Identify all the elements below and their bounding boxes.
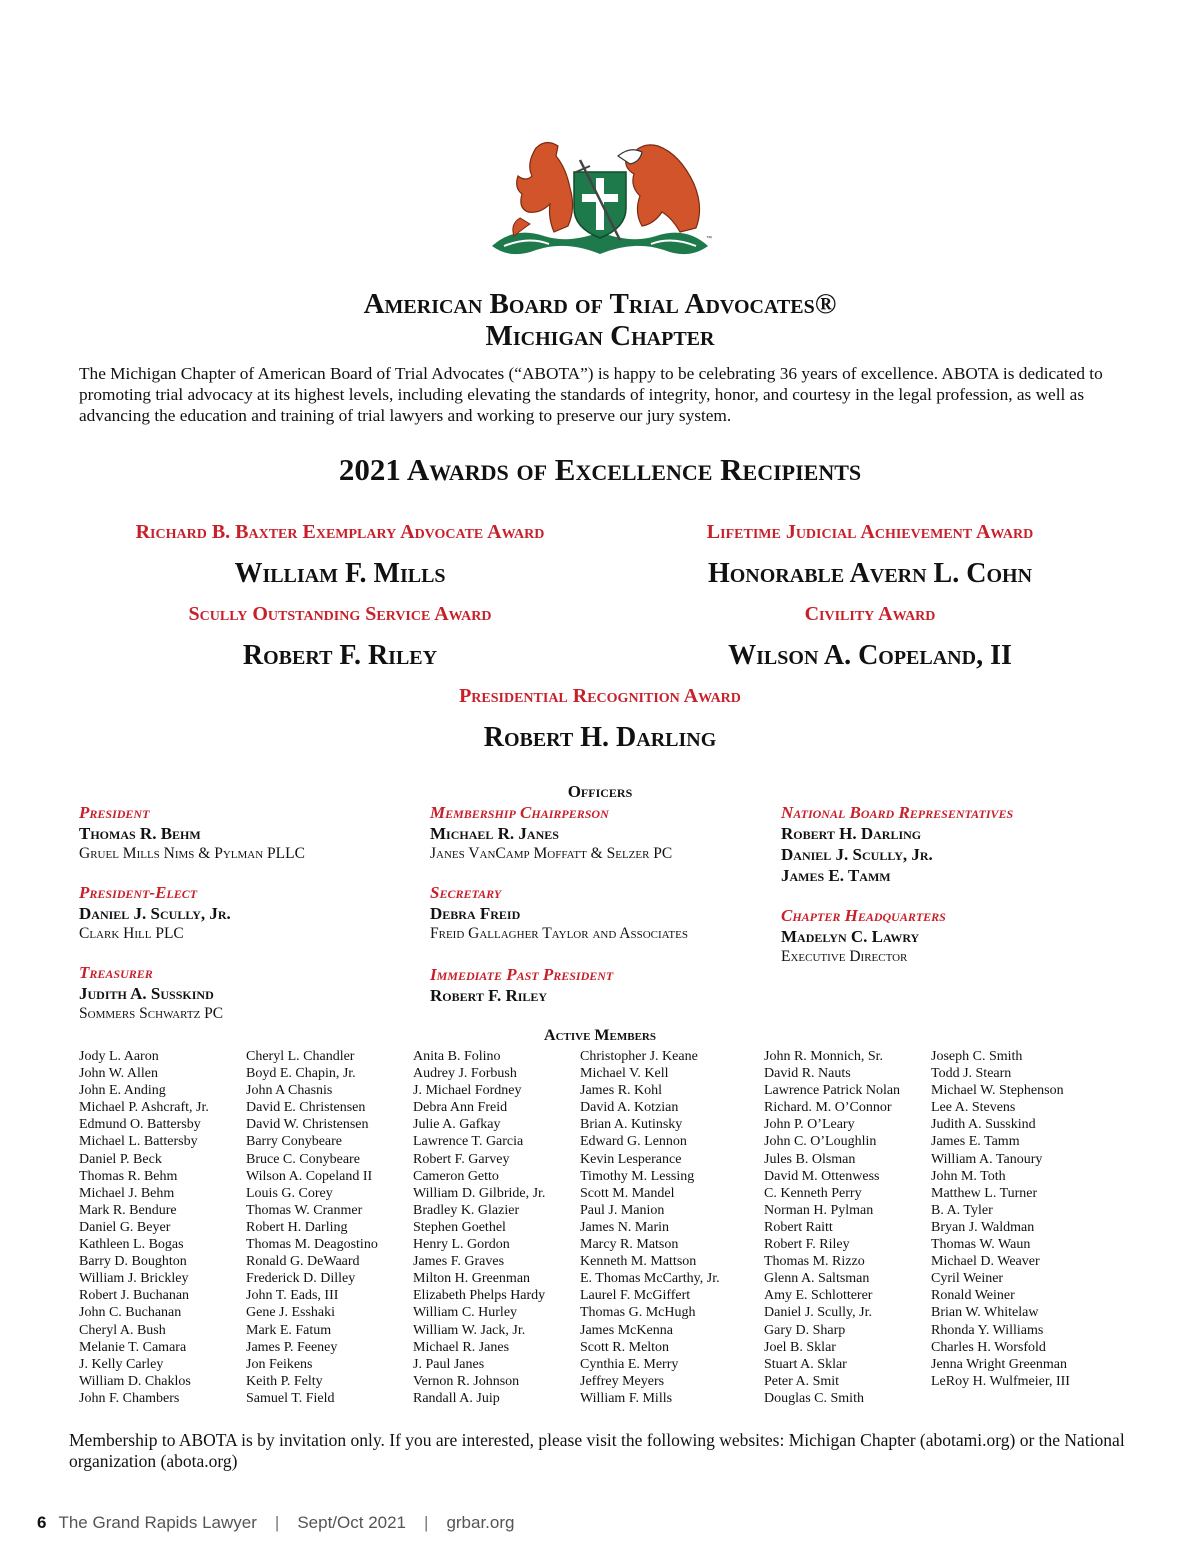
member-name: J. Michael Fordney — [413, 1083, 522, 1099]
member-name: Cynthia E. Merry — [580, 1356, 679, 1372]
footer-separator: | — [274, 1513, 280, 1532]
member-name: Brian W. Whitelaw — [931, 1305, 1039, 1321]
page-number: 6 — [37, 1513, 47, 1532]
headquarters-name: Madelyn C. Lawry — [781, 927, 920, 946]
member-name: Robert Raitt — [764, 1219, 833, 1235]
treasurer-name: Judith A. Susskind — [79, 984, 214, 1003]
member-name: Judith A. Susskind — [931, 1117, 1036, 1133]
scully-award-recipient: Robert F. Riley — [242, 640, 438, 671]
member-name: Gene J. Esshaki — [246, 1305, 336, 1321]
member-name: Charles H. Worsfold — [931, 1339, 1046, 1355]
president-elect-role: President-Elect — [79, 883, 198, 902]
member-name: Robert H. Darling — [246, 1219, 348, 1235]
member-name: Brian A. Kutinsky — [580, 1117, 683, 1133]
officers-column-1 — [79, 803, 419, 1024]
officers-column-3 — [781, 803, 1121, 967]
member-name: Thomas W. Waun — [931, 1237, 1031, 1253]
members-column — [580, 1048, 720, 1407]
member-name: Kathleen L. Bogas — [79, 1237, 184, 1253]
member-name: Michael V. Kell — [580, 1066, 669, 1082]
member-name: Joel B. Sklar — [764, 1339, 836, 1355]
member-name: James P. Feeney — [246, 1339, 338, 1355]
member-name: Laurel F. McGiffert — [580, 1288, 691, 1304]
member-name: Michael J. Behm — [79, 1185, 175, 1201]
member-name: Keith P. Felty — [246, 1373, 323, 1389]
member-name: David A. Kotzian — [580, 1100, 679, 1116]
member-name: Jon Feikens — [246, 1356, 313, 1372]
member-name: Stephen Goethel — [413, 1219, 506, 1235]
members-column — [79, 1048, 209, 1407]
member-name: Edward G. Lennon — [580, 1134, 687, 1150]
member-name: James McKenna — [580, 1322, 673, 1338]
member-name: Amy E. Schlotterer — [764, 1288, 873, 1304]
member-name: Christopher J. Keane — [580, 1049, 698, 1064]
member-name: Melanie T. Camara — [79, 1339, 187, 1355]
member-name: John P. O’Leary — [764, 1117, 855, 1133]
member-name: David R. Nauts — [764, 1066, 851, 1082]
abota-crest-logo — [484, 128, 716, 268]
civility-award-title: Civility Award — [804, 603, 936, 625]
member-name: John R. Monnich, Sr. — [764, 1049, 884, 1064]
baxter-award-recipient: William F. Mills — [234, 558, 446, 589]
member-name: Joseph C. Smith — [931, 1049, 1023, 1064]
officers-heading: Officers — [567, 782, 633, 801]
member-name: John A Chasnis — [246, 1083, 333, 1099]
member-name: Robert F. Garvey — [413, 1151, 510, 1167]
members-column — [246, 1048, 378, 1407]
past-president-role: Immediate Past President — [430, 965, 614, 984]
member-name: Kenneth M. Mattson — [580, 1254, 697, 1270]
members-column — [931, 1048, 1070, 1390]
member-name: Wilson A. Copeland II — [246, 1168, 373, 1184]
member-name: Cameron Getto — [413, 1168, 499, 1184]
membership-note: Membership to ABOTA is by invitation only. If you are interested, please visit the following websites: Michigan Chapter (abotami.org) or the National organization (abota.org) — [69, 1430, 1125, 1471]
member-name: Henry L. Gordon — [413, 1237, 510, 1253]
member-name: Stuart A. Sklar — [764, 1356, 847, 1372]
member-name: Ronald Weiner — [931, 1288, 1015, 1304]
national-board-name: James E. Tamm — [781, 866, 891, 885]
member-name: Louis G. Corey — [246, 1185, 333, 1201]
membership-chair-role: Membership Chairperson — [430, 803, 609, 822]
member-name: John F. Chambers — [79, 1390, 180, 1406]
member-name: Scott R. Melton — [580, 1339, 670, 1355]
publication-name: The Grand Rapids Lawyer — [58, 1513, 257, 1532]
member-name: John E. Anding — [79, 1083, 166, 1099]
baxter-award-title: Richard B. Baxter Exemplary Advocate Award — [135, 521, 545, 543]
member-name: Michael W. Stephenson — [931, 1083, 1064, 1099]
president-firm: Gruel Mills Nims & Pylman PLLC — [79, 845, 305, 862]
member-name: James R. Kohl — [580, 1083, 663, 1099]
member-name: David M. Ottenwess — [764, 1168, 880, 1184]
treasurer-role: Treasurer — [79, 963, 153, 982]
member-name: Lawrence Patrick Nolan — [764, 1083, 901, 1099]
member-name: John C. Buchanan — [79, 1305, 182, 1321]
intro-paragraph: The Michigan Chapter of American Board of Trial Advocates (“ABOTA”) is happy to be celebrating 36 years of excellence. ABOTA is dedicated to promoting trial advocacy at its highest levels, including elevating the standards of integrity, honor, and courtesy in the legal profession, as well as advancing the education and training of trial lawyers and working to preserve our jury system. — [79, 364, 1103, 425]
member-name: Ronald G. DeWaard — [246, 1254, 360, 1270]
website-link[interactable]: grbar.org — [446, 1513, 515, 1532]
member-name: Randall A. Juip — [413, 1390, 500, 1406]
member-name: Jules B. Olsman — [764, 1151, 856, 1167]
org-title: American Board of Trial Advocates® — [363, 288, 837, 320]
member-name: Marcy R. Matson — [580, 1237, 679, 1253]
headquarters-role: Chapter Headquarters — [781, 906, 946, 925]
national-board-name: Robert H. Darling — [781, 824, 922, 843]
member-name: Paul J. Manion — [580, 1202, 665, 1218]
presidential-award-title: Presidential Recognition Award — [459, 685, 741, 707]
secretary-name: Debra Freid — [430, 904, 521, 923]
member-name: Norman H. Pylman — [764, 1202, 874, 1218]
member-name: Jody L. Aaron — [79, 1049, 159, 1064]
member-name: Jenna Wright Greenman — [931, 1356, 1068, 1372]
member-name: Michael P. Ashcraft, Jr. — [79, 1100, 209, 1116]
member-name: J. Paul Janes — [413, 1356, 485, 1372]
member-name: Edmund O. Battersby — [79, 1117, 201, 1133]
member-name: Peter A. Smit — [764, 1373, 840, 1389]
member-name: Boyd E. Chapin, Jr. — [246, 1066, 356, 1082]
member-name: Frederick D. Dilley — [246, 1271, 356, 1287]
member-name: Debra Ann Freid — [413, 1100, 508, 1116]
member-name: Mark E. Fatum — [246, 1322, 332, 1338]
member-name: Bradley K. Glazier — [413, 1202, 520, 1218]
awards-heading: 2021 Awards of Excellence Recipients — [338, 452, 862, 487]
membership-chair-name: Michael R. Janes — [430, 824, 559, 843]
member-name: C. Kenneth Perry — [764, 1185, 862, 1201]
member-name: William W. Jack, Jr. — [413, 1322, 526, 1338]
president-name: Thomas R. Behm — [79, 824, 201, 843]
member-name: J. Kelly Carley — [79, 1356, 164, 1372]
member-name: Samuel T. Field — [246, 1390, 335, 1406]
member-name: James N. Marin — [580, 1219, 670, 1235]
member-name: LeRoy H. Wulfmeier, III — [931, 1373, 1070, 1389]
member-name: Douglas C. Smith — [764, 1390, 864, 1406]
member-name: Vernon R. Johnson — [413, 1373, 520, 1389]
treasurer-firm: Sommers Schwartz PC — [79, 1005, 224, 1022]
member-name: Timothy M. Lessing — [580, 1168, 695, 1184]
member-name: Scott M. Mandel — [580, 1185, 675, 1201]
member-name: Robert F. Riley — [764, 1237, 850, 1253]
members-column — [413, 1048, 545, 1407]
member-name: Michael R. Janes — [413, 1339, 510, 1355]
member-name: Michael L. Battersby — [79, 1134, 198, 1150]
member-name: Richard. M. O’Connor — [764, 1100, 892, 1116]
page-footer — [37, 1513, 514, 1533]
members-column — [764, 1048, 900, 1407]
member-name: Anita B. Folino — [413, 1049, 501, 1064]
member-name: Daniel J. Scully, Jr. — [764, 1305, 872, 1321]
member-name: Thomas G. McHugh — [580, 1305, 696, 1321]
member-name: Thomas W. Cranmer — [246, 1202, 363, 1218]
member-name: John W. Allen — [79, 1066, 158, 1082]
member-name: Lawrence T. Garcia — [413, 1134, 524, 1150]
member-name: Jeffrey Meyers — [580, 1373, 665, 1389]
headquarters-title: Executive Director — [781, 948, 908, 965]
member-name: John M. Toth — [931, 1168, 1006, 1184]
member-name: Gary D. Sharp — [764, 1322, 846, 1338]
members-heading: Active Members — [544, 1027, 656, 1044]
member-name: E. Thomas McCarthy, Jr. — [580, 1271, 720, 1287]
past-president-name: Robert F. Riley — [430, 986, 548, 1005]
issue-date: Sept/Oct 2021 — [297, 1513, 407, 1532]
member-name: James E. Tamm — [931, 1134, 1020, 1150]
footer-separator: | — [424, 1513, 429, 1532]
member-name: Bruce C. Conybeare — [246, 1151, 360, 1167]
president-role: President — [79, 803, 150, 822]
member-name: John C. O’Loughlin — [764, 1134, 877, 1150]
member-name: Barry D. Boughton — [79, 1254, 187, 1270]
member-name: William D. Chaklos — [79, 1373, 191, 1389]
civility-award-recipient: Wilson A. Copeland, II — [728, 640, 1012, 671]
member-name: Bryan J. Waldman — [931, 1219, 1035, 1235]
member-name: Barry Conybeare — [246, 1134, 343, 1150]
member-name: James F. Graves — [413, 1254, 505, 1270]
member-name: John T. Eads, III — [246, 1288, 339, 1304]
member-name: Audrey J. Forbush — [413, 1066, 517, 1082]
member-name: Thomas R. Behm — [79, 1168, 178, 1184]
member-name: Milton H. Greenman — [413, 1271, 531, 1287]
member-name: Glenn A. Saltsman — [764, 1271, 870, 1287]
member-name: David W. Christensen — [246, 1117, 369, 1133]
officers-column-2 — [430, 803, 770, 1006]
member-name: B. A. Tyler — [931, 1202, 993, 1218]
member-name: Thomas M. Deagostino — [246, 1237, 378, 1253]
member-name: William A. Tanoury — [931, 1151, 1043, 1167]
member-name: Daniel G. Beyer — [79, 1219, 171, 1235]
member-name: Michael D. Weaver — [931, 1254, 1040, 1270]
lifetime-award-recipient: Honorable Avern L. Cohn — [707, 558, 1033, 589]
presidential-award-recipient: Robert H. Darling — [483, 722, 717, 753]
member-name: Cheryl A. Bush — [79, 1322, 166, 1338]
member-name: Kevin Lesperance — [580, 1151, 682, 1167]
chapter-title: Michigan Chapter — [485, 320, 715, 352]
member-name: Thomas M. Rizzo — [764, 1254, 865, 1270]
president-elect-firm: Clark Hill PLC — [79, 925, 184, 942]
member-name: Rhonda Y. Williams — [931, 1322, 1044, 1338]
svg-text:™: ™ — [706, 236, 712, 242]
scully-award-title: Scully Outstanding Service Award — [188, 603, 492, 625]
lifetime-award-title: Lifetime Judicial Achievement Award — [706, 521, 1034, 543]
secretary-role: Secretary — [430, 883, 502, 902]
member-name: Cheryl L. Chandler — [246, 1049, 355, 1064]
member-name: William D. Gilbride, Jr. — [413, 1185, 546, 1201]
member-name: Matthew L. Turner — [931, 1185, 1038, 1201]
member-name: David E. Christensen — [246, 1100, 366, 1116]
member-name: Lee A. Stevens — [931, 1100, 1016, 1116]
member-name: Todd J. Stearn — [931, 1066, 1012, 1082]
member-name: Mark R. Bendure — [79, 1202, 177, 1218]
member-name: Julie A. Gafkay — [413, 1117, 501, 1133]
national-board-role: National Board Representatives — [781, 803, 1014, 822]
member-name: Cyril Weiner — [931, 1271, 1004, 1287]
national-board-name: Daniel J. Scully, Jr. — [781, 845, 933, 864]
member-name: William C. Hurley — [413, 1305, 518, 1321]
secretary-firm: Freid Gallagher Taylor and Associates — [430, 925, 688, 942]
member-name: William F. Mills — [580, 1390, 673, 1406]
president-elect-name: Daniel J. Scully, Jr. — [79, 904, 231, 923]
member-name: Daniel P. Beck — [79, 1151, 162, 1167]
member-name: William J. Brickley — [79, 1271, 189, 1287]
member-name: Robert J. Buchanan — [79, 1288, 190, 1304]
member-name: Elizabeth Phelps Hardy — [413, 1288, 546, 1304]
membership-chair-firm: Janes VanCamp Moffatt & Selzer PC — [430, 845, 673, 862]
